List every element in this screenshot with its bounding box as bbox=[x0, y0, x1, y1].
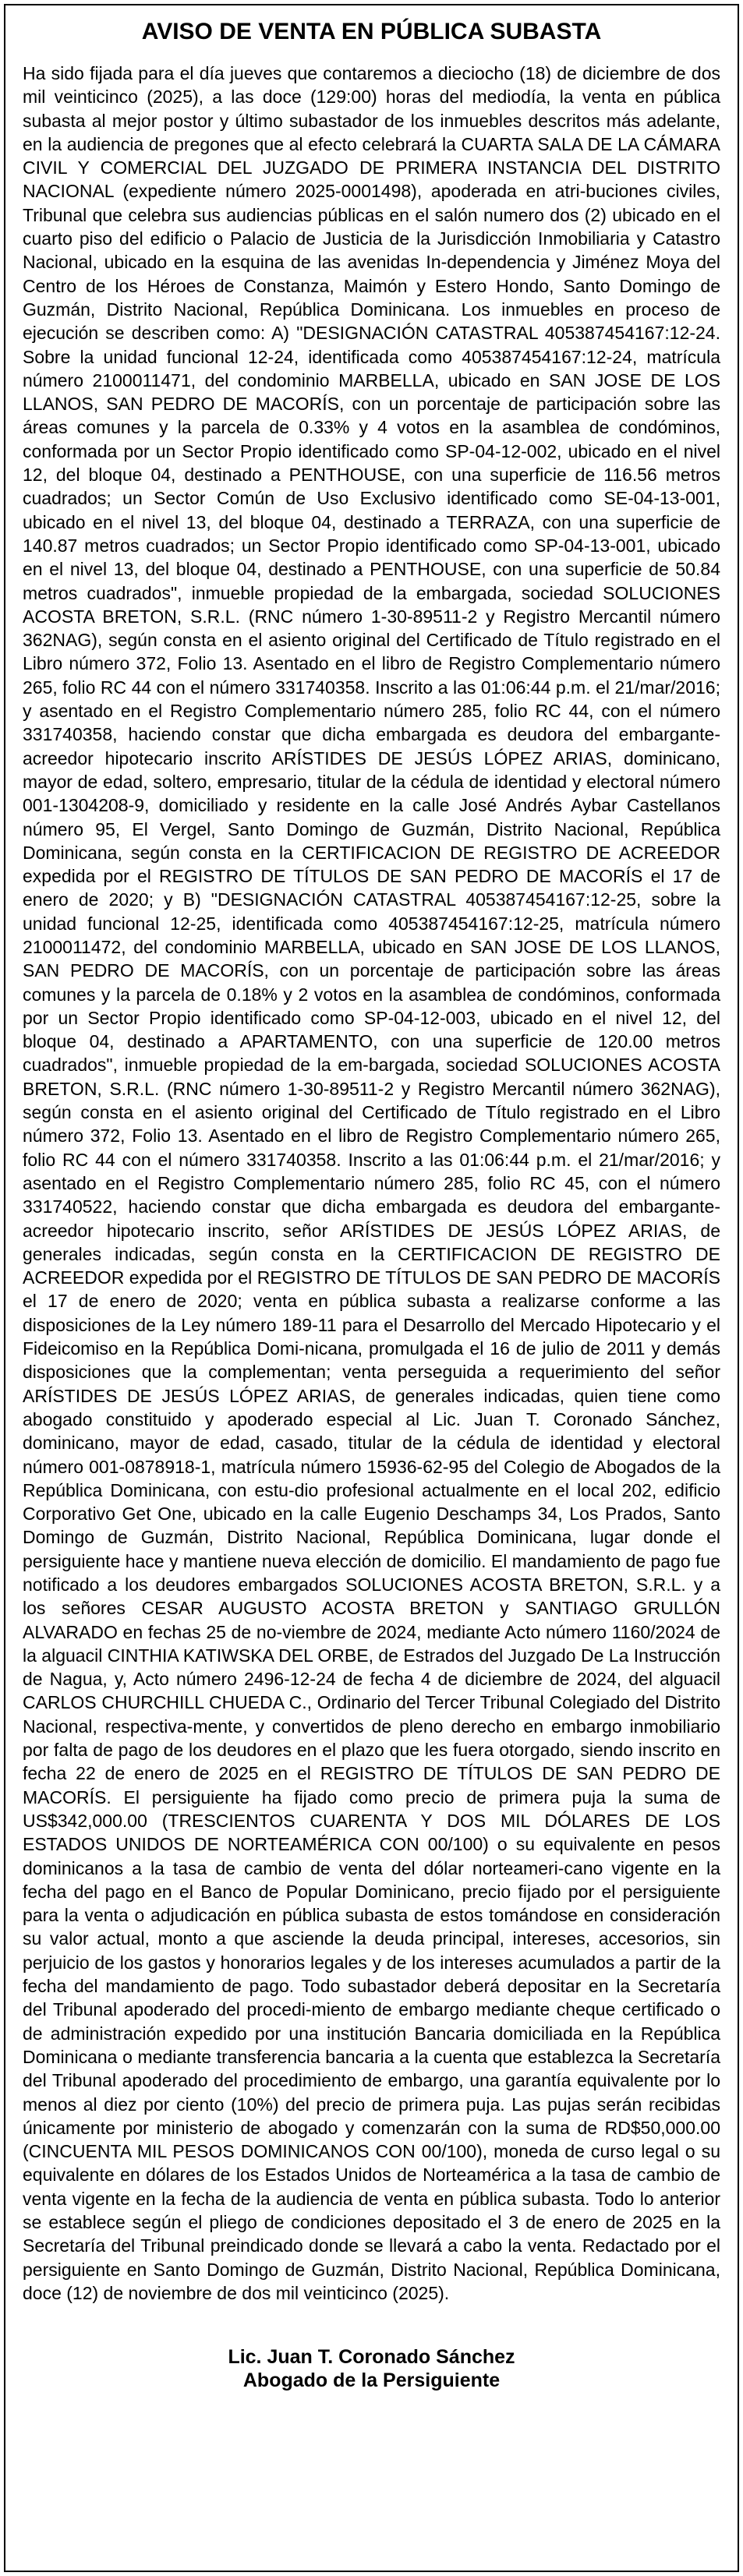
signature-name: Lic. Juan T. Coronado Sánchez bbox=[228, 2346, 515, 2369]
notice-body: Ha sido fijada para el día jueves que contaremos a dieciocho (18) de diciembre de dos mil veinticinco (2025), a las doce (129:00) horas del mediodía, la venta en pública subasta al mejor postor y último subastador de los inmuebles descritos más adelante, en la audiencia de pregones que al efecto celebrará la CUARTA SALA DE LA CÁMARA CIVIL Y COMERCIAL DEL JUZGADO DE PRIMERA INSTANCIA DEL DISTRITO NACIONAL (expediente número 2025-0001498), apoderada en atri-buciones civiles, Tribunal que celebra sus audiencias públicas en el salón numero dos (2) ubicado en el cuarto piso del edificio o Palacio de Justicia de la Jurisdicción Inmobiliaria y Catastro Nacional, ubicado en la esquina de las avenidas In-dependencia y Jiménez Moya del Centro de los Héroes de Constanza, Maimón y Estero Hondo, Santo Domingo de Guzmán, Distrito Nacional, República Dominicana. Los inmuebles en proceso de ejecución se describen como: A) "DESIGNACIÓN CATASTRAL 405387454167:12-24. Sobre la unidad funcional 12-24, identificada como 405387454167:12-24, matrícula número 2100011471, del condominio MARBELLA, ubicado en SAN JOSE DE LOS LLANOS, SAN PEDRO DE MACORÍS, con un porcentaje de participación sobre las áreas comunes y la parcela de 0.33% y 4 votos en la asamblea de condóminos, conformada por un Sector Propio identificado como SP-04-12-002, ubicado en el nivel 12, del bloque 04, destinado a PENTHOUSE, con una superficie de 116.56 metros cuadrados; un Sector Común de Uso Exclusivo identificado como SE-04-13-001, ubicado en el nivel 13, del bloque 04, destinado a TERRAZA, con una superficie de 140.87 metros cuadrados; un Sector Propio identificado como SP-04-13-001, ubicado en el nivel 13, del bloque 04, destinado a PENTHOUSE, con una superficie de 50.84 metros cuadrados", inmueble propiedad de la embargada, sociedad SOLUCIONES ACOSTA BRETON, S.R.L. (RNC número 1-30-89511-2 y Registro Mercantil número 362NAG), según consta en el asiento original del Certificado de Título registrado en el Libro número 372, Folio 13. Asentado en el libro de Registro Complementario número 265, folio RC 44 con el número 331740358. Inscrito a las 01:06:44 p.m. el 21/mar/2016; y asentado en el Registro Complementario número 285, folio RC 44, con el número 331740358, haciendo constar que dicha embargada es deudora del embargante-acreedor hipotecario inscrito ARÍSTIDES DE JESÚS LÓPEZ ARIAS, dominicano, mayor de edad, soltero, empresario, titular de la cédula de identidad y electoral número 001-1304208-9, domiciliado y residente en la calle José Andrés Aybar Castellanos número 95, El Vergel, Santo Domingo de Guzmán, Distrito Nacional, República Dominicana, según consta en la CERTIFICACION DE REGISTRO DE ACREEDOR expedida por el REGISTRO DE TÍTULOS DE SAN PEDRO DE MACORÍS el 17 de enero de 2020; y B) "DESIGNACIÓN CATASTRAL 405387454167:12-25, sobre la unidad funcional 12-25, identificada como 405387454167:12-25, matrícula número 2100011472, del condominio MARBELLA, ubicado en SAN JOSE DE LOS LLANOS, SAN PEDRO DE MACORÍS, con un porcentaje de participación sobre las áreas comunes y la parcela de 0.18% y 2 votos en la asamblea de condóminos, conformada por un Sector Propio identificado como SP-04-12-003, ubicado en el nivel 12, del bloque 04, destinado a APARTAMENTO, con una superficie de 120.00 metros cuadrados", inmueble propiedad de la em-bargada, sociedad SOLUCIONES ACOSTA BRETON, S.R.L. (RNC número 1-30-89511-2 y Registro Mercantil número 362NAG), según consta en el asiento original del Certificado de Título registrado en el Libro número 372, Folio 13. Asentado en el libro de Registro Complementario número 265, folio RC 44 con el número 331740358. Inscrito a las 01:06:44 p.m. el 21/mar/2016; y asentado en el Registro Complementario número 285, folio RC 45, con el número 331740522, haciendo constar que dicha embargada es deudora del embargante-acreedor hipotecario inscrito, señor ARÍSTIDES DE JESÚS LÓPEZ ARIAS, de generales indicadas, según consta en la CERTIFICACION DE REGISTRO DE ACREEDOR expedida por el REGISTRO DE TÍTULOS DE SAN PEDRO DE MACORÍS el 17 de enero de 2020; venta en pública subasta a realizarse conforme a las disposiciones de la Ley número 189-11 para el Desarrollo del Mercado Hipotecario y el Fideicomiso en la República Domi-nicana, promulgada el 16 de julio de 2011 y demás disposiciones que la complementan; venta perseguida a requerimiento del señor ARÍSTIDES DE JESÚS LÓPEZ ARIAS, de generales indicadas, quien tiene como abogado constituido y apoderado especial al Lic. Juan T. Coronado Sánchez, dominicano, mayor de edad, casado, titular de la cédula de identidad y electoral número 001-0878918-1, matrícula número 15936-62-95 del Colegio de Abogados de la República Dominicana, con estu-dio profesional actualmente en el local 202, edificio Corporativo Get One, ubicado en la calle Eugenio Deschamps 34, Los Prados, Santo Domingo de Guzmán, Distrito Nacional, República Dominicana, lugar donde el persiguiente hace y mantiene nueva elección de domicilio. El mandamiento de pago fue notificado a los deudores embargados SOLUCIONES ACOSTA BRETON, S.R.L. y a los señores CESAR AUGUSTO ACOSTA BRETON y SANTIAGO GRULLÓN ALVARADO en fechas 25 de no-viembre de 2024, mediante Acto número 1160/2024 de la alguacil CINTHIA KATIWSKA DEL ORBE, de Estrados del Juzgado De La Instrucción de Nagua, y, Acto número 2496-12-24 de fecha 4 de diciembre de 2024, del alguacil CARLOS CHURCHILL CHUEDA C., Ordinario del Tercer Tribunal Colegiado del Distrito Nacional, respectiva-mente, y convertidos de pleno derecho en embargo inmobiliario por falta de pago de los deudores en el plazo que les fuera otorgado, siendo inscrito en fecha 22 de enero de 2025 en el REGISTRO DE TÍTULOS DE SAN PEDRO DE MACORÍS. El persiguiente ha fijado como precio de primera puja la suma de US$342,000.00 (TRESCIENTOS CUARENTA Y DOS MIL DÓLARES DE LOS ESTADOS UNIDOS DE NORTEAMÉRICA CON 00/100) o su equivalente en pesos dominicanos a la tasa de cambio de venta del dólar norteameri-cano vigente en la fecha del pago en el Banco de Popular Dominicano, precio fijado por el persiguiente para la venta o adjudicación en pública subasta de estos tomándose en consideración su valor actual, monto a que asciende la deuda principal, intereses, accesorios, sin perjuicio de los gastos y honorarios legales y de los intereses acumulados a partir de la fecha del mandamiento de pago. Todo subastador deberá depositar en la Secretaría del Tribunal apoderado del procedi-miento de embargo mediante cheque certificado o de administración expedido por una institución Bancaria domiciliada en la República Dominicana o mediante transferencia bancaria a la cuenta que establezca la Secretaría del Tribunal apoderado del procedimiento de embargo, una garantía equivalente por lo menos al diez por ciento (10%) del precio de primera puja. Las pujas serán recibidas únicamente por ministerio de abogado y comenzarán con la suma de RD$50,000.00 (CINCUENTA MIL PESOS DOMINICANOS CON 00/100), moneda de curso legal o su equivalente en dólares de los Estados Unidos de Norteamérica a la tasa de cambio de venta vigente en la fecha de la audiencia de venta en pública subasta. Todo lo anterior se establece según el pliego de condiciones depositado el 3 de enero de 2025 en la Secretaría del Tribunal preindicado donde se llevará a cabo la venta. Redactado por el persiguiente en Santo Domingo de Guzmán, Distrito Nacional, República Dominicana, doce (12) de noviembre de dos mil veinticinco (2025). bbox=[23, 63, 721, 2303]
signature-role: Abogado de la Persiguiente bbox=[242, 2369, 501, 2392]
legal-notice bbox=[4, 4, 739, 2572]
notice-title: AVISO DE VENTA EN PÚBLICA SUBASTA bbox=[141, 19, 602, 44]
signature-block bbox=[23, 2345, 720, 2392]
